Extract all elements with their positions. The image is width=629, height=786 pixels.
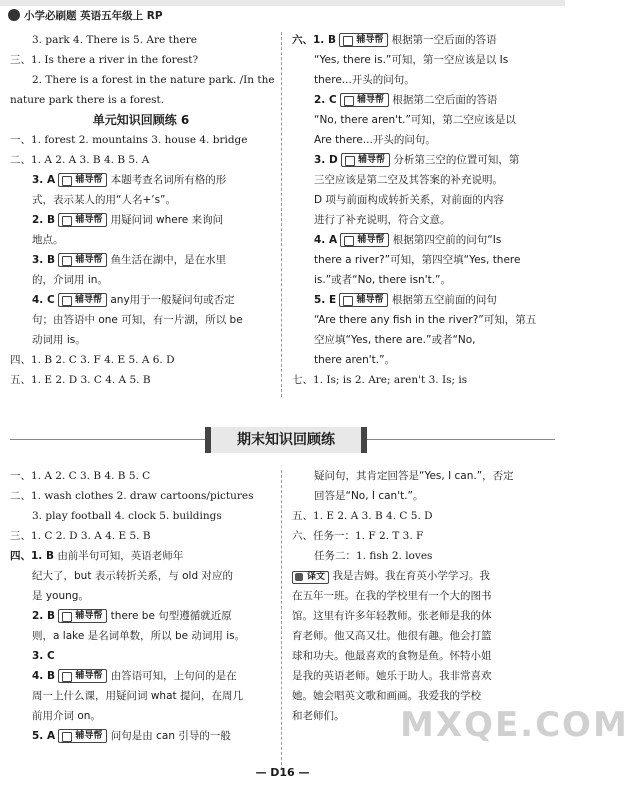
answer-line: nature park there is a forest. [10,94,165,106]
explanation-text: 回答是“No, I can't.”。 [314,490,424,502]
header-title [8,8,163,23]
explanation-text: 地点。 [32,234,64,246]
unit-review-title: 单元知识回顾练 6 [92,113,190,127]
right-column [292,30,554,390]
answer-line: 五、1. E 2. A 3. B 4. C 5. D [292,510,433,522]
explanation-text: “Yes, there is.”可知，第一空应该是以 Is [314,54,509,66]
answer-line: 3. C [32,650,55,662]
tutor-tag: 辅导帮 [58,729,107,743]
tutor-tag: 辅导帮 [340,233,389,247]
answer-line: 七、1. Is; is 2. Are; aren't 3. Is; is [292,374,468,386]
translation-line: 在五年一班。在我的学校里有一个大的图书 [292,590,492,602]
translation-line: 和老师们。 [292,710,345,722]
tutor-tag: 辅导帮 [58,173,107,187]
answer-line: 三、1. Is there a river in the forest? [10,54,199,66]
explained-answer: 4. A 辅导帮 根据第四空前的问句“Is [314,234,502,246]
translation-line: 球和功夫。他最喜欢的食物是鱼。怀特小姐 [292,650,492,662]
explanation-text: is.”或者“No, there isn't.”。 [314,274,451,286]
tutor-tag: 辅导帮 [58,253,107,267]
page-header [0,0,565,30]
explanation-text: 式，表示某人的用“人名+’s”。 [32,194,176,206]
explanation-text: 三空应该是第二空及其答案的补充说明。 [314,174,503,186]
explained-answer: 2. C 辅导帮 根据第二空后面的答语 [314,94,498,106]
explained-answer: 六、1. B 辅导帮 根据第一空后面的答语 [292,34,497,46]
explained-answer: 4. C 辅导帮 any用于一般疑问句或否定 [32,294,235,306]
page-number: — D16 — [255,766,310,779]
explanation-text: 进行了补充说明，符合文意。 [314,214,451,226]
answer-line: 2. There is a forest in the nature park. /In the [32,74,275,86]
column-divider-lower [281,470,282,770]
column-divider [281,32,282,397]
explanation-text: there a river?”可知，第四空填“Yes, there [314,254,521,266]
explanation-text: 纪大了，but 表示转折关系，与 old 对应的 [32,570,233,582]
answer-line: 五、1. E 2. D 3. C 4. A 5. B [10,374,151,386]
explanation-text: 疑问句，其肯定回答是“Yes, I can.”，否定 [314,470,514,482]
answer-line: 一、1. A 2. C 3. B 4. B 5. C [10,470,151,482]
tutor-tag: 辅导帮 [58,213,107,227]
explanation-text: 周一上什么课，用疑问词 what 提问，在周几 [32,690,243,702]
explained-answer: 3. A 辅导帮 本题考查名词所有格的形 [32,174,227,186]
explained-answer: 2. B 辅导帮 there be 句型遵循就近原 [32,610,232,622]
tutor-tag: 辅导帮 [58,669,107,683]
translation-line: 育老师。他又高又壮。他很有趣。他会打篮 [292,630,492,642]
tutor-tag: 辅导帮 [58,293,107,307]
explanation-text: Are there...开头的问句。 [314,134,436,146]
explanation-text: 句；由答语中 one 可知，有一片湖，所以 be [32,314,243,326]
tutor-tag: 辅导帮 [340,93,389,107]
answer-line: 任务二：1. fish 2. loves [314,550,433,562]
translation-line: 她。她会唱英文歌和画画。我爱我的学校 [292,690,481,702]
answer-line: 三、1. C 2. D 3. A 4. E 5. B [10,530,151,542]
header-title-text: 小学必刷题 英语五年级上 RP [24,10,163,22]
explained-answer: 5. A 辅导帮 问句是由 can 引导的一般 [32,730,231,742]
explanation-text: 动词用 is。 [32,334,86,346]
answer-line: 四、1. B 2. C 3. F 4. E 5. A 6. D [10,354,175,366]
explanation-text: D 项与前面构成转折关系，对前面的内容 [314,194,504,206]
tutor-tag: 辅导帮 [341,153,390,167]
tutor-tag: 辅导帮 [339,293,388,307]
answer-line: 二、1. A 2. A 3. B 4. B 5. A [10,154,150,166]
explanation-text: 前用介词 on。 [32,710,101,722]
explained-answer: 3. D 辅导帮 分析第三空的位置可知，第 [314,154,520,166]
translation-line: 译文 我是吉姆。我在育英小学学习。我 [292,566,554,586]
explained-answer: 5. E 辅导帮 根据第五空前面的问句 [314,294,497,306]
explanation-text: “No, there aren't.”可知，第二空应该是以 [314,114,516,126]
translation-line: 馆。这里有许多年轻教师。张老师是我的体 [292,610,492,622]
answer-line: 六、任务一：1. F 2. T 3. F [292,530,424,542]
explanation-text: 则，a lake 是名词单数，所以 be 动词用 is。 [32,630,246,642]
explained-answer: 四、1. B 由前半句可知，英语老师年 [10,550,184,562]
explanation-text: “Are there any fish in the river?”可知，第五 [314,314,537,326]
explained-answer: 3. B 辅导帮 鱼生活在湖中，是在水里 [32,254,227,266]
final-right-column [292,466,554,726]
final-review-title: 期末知识回顾练 [205,427,367,453]
explanation-text: there...开头的问句。 [314,74,415,86]
left-column [10,30,275,390]
answer-line: 一、1. forest 2. mountains 3. house 4. bridge [10,134,248,146]
explanation-text: 的，介词用 in。 [32,274,108,286]
explanation-text: 空应填“Yes, there are.”或者“No, [314,334,476,346]
explanation-text: 是 young。 [32,590,89,602]
answer-line: 3. play football 4. clock 5. buildings [32,510,222,522]
translation-line: 是我的英语老师。她乐于助人。我非常喜欢 [292,670,492,682]
explanation-text: there aren't.”。 [314,354,396,366]
answer-line: 3. park 4. There is 5. Are there [32,34,197,46]
final-left-column [10,466,272,746]
answer-line: 二、1. wash clothes 2. draw cartoons/pictures [10,490,254,502]
tutor-tag: 辅导帮 [58,609,107,623]
translation-tag: 译文 [292,571,329,584]
explained-answer: 2. B 辅导帮 用疑问词 where 来询问 [32,214,224,226]
header-band [0,0,565,6]
explained-answer: 4. B 辅导帮 由答语可知，上句问的是在 [32,670,237,682]
tutor-tag: 辅导帮 [339,33,388,47]
brand-icon [8,9,20,21]
watermark: MXQE.COM [400,705,629,745]
